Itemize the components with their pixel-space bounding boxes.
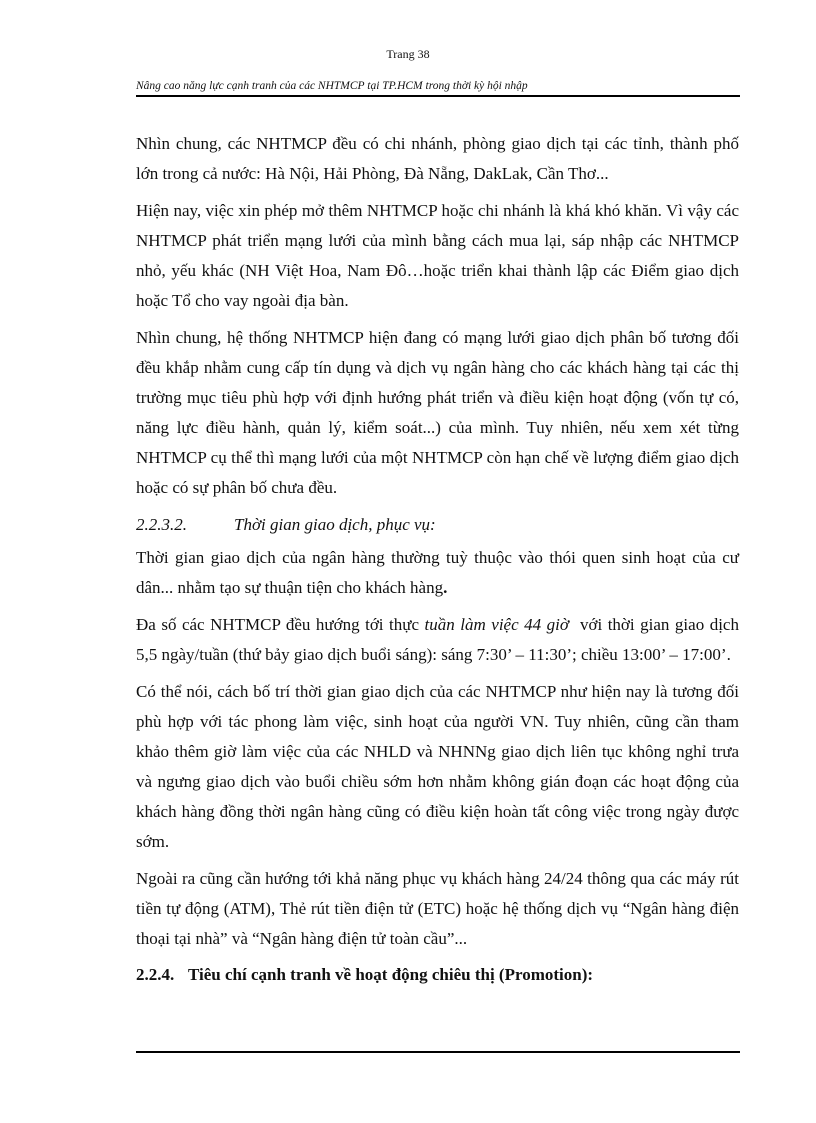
paragraph-end-mark: . [443,578,448,597]
paragraph-24-7-service: Ngoài ra cũng cần hướng tới khả năng phục vụ khách hàng 24/24 thông qua các máy rút tiền tự động (ATM), Thẻ rút tiền điện tử (ETC) hoặc hệ thống dịch vụ “Ngân hàng điện thoại tại nhà” và “Ngân hàng điện tử toàn cầu”... [136,869,739,948]
paragraph-schedule-suitability: Có thể nói, cách bố trí thời gian giao dịch của các NHTMCP như hiện nay là tương đối phù hợp với tác phong làm việc, sinh hoạt của người VN. Tuy nhiên, cũng cần tham khảo thêm giờ làm việc của các NHLD và NHNNg giao dịch liên tục không nghỉ trưa và ngưng giao dịch vào buổi chiều sớm hơn nhằm không gián đoạn các hoạt động của khách hàng đồng thời ngân hàng cũng có điều kiện hoàn tất công việc trong ngày được sớm. [136,682,739,851]
running-header-title: Nâng cao năng lực cạnh tranh của các NHTMCP tại TP.HCM trong thời kỳ hội nhập [136,80,528,92]
section-heading-promotion [136,960,739,990]
paragraph-branch-network: Nhìn chung, các NHTMCP đều có chi nhánh, phòng giao dịch tại các tỉnh, thành phố lớn trong cả nước: Hà Nội, Hải Phòng, Đà Nẵng, DakLak, Cần Thơ... [136,134,739,183]
paragraph-text-end: với thời gian giao dịch 5,5 ngày/tuần (thứ bảy giao dịch buổi sáng): sáng 7:30’ – 11:30’; chiều 13:00’ – 17:00’. [136,615,744,664]
paragraph-text-start: Đa số các NHTMCP đều hướng tới thực [136,615,425,634]
document-body [136,129,744,990]
subheading-number: 2.2.3.2. [136,515,187,534]
paragraph-text: Thời gian giao dịch của ngân hàng thường tuỳ thuộc vào thói quen sinh hoạt của cư dân... nhằm tạo sự thuận tiện cho khách hàng [136,548,739,597]
section-number: 2.2.4. [136,965,175,984]
paragraph-network-distribution: Nhìn chung, hệ thống NHTMCP hiện đang có mạng lưới giao dịch phân bố tương đối đều khắp nhằm cung cấp tín dụng và dịch vụ ngân hàng cho các khách hàng tại các thị trường mục tiêu phù hợp với định hướng phát triển và điều kiện hoạt động (vốn tự có, năng lực điều hành, quản lý, kiểm soát...) của mình. Tuy nhiên, nếu xem xét từng NHTMCP cụ thể thì mạng lưới của một NHTMCP còn hạn chế về lượng điểm giao dịch hoặc có sự phân bố chưa đều. [136,328,739,497]
paragraph-network-expansion: Hiện nay, việc xin phép mở thêm NHTMCP hoặc chi nhánh là khá khó khăn. Vì vậy các NHTMCP phát triển mạng lưới của mình bằng cách mua lại, sáp nhập các NHTMCP nhỏ, yếu khác (NH Việt Hoa, Nam Đô…hoặc triển khai thành lập các Điểm giao dịch hoặc Tổ cho vay ngoài địa bàn. [136,201,739,310]
emphasis-working-week: tuần làm việc 44 giờ [424,615,569,634]
footer-rule [136,1051,740,1053]
paragraph-transaction-habits [136,543,739,603]
page-number: Trang 38 [386,47,430,61]
subheading-transaction-time [136,510,739,540]
subheading-title: Thời gian giao dịch, phục vụ: [234,515,436,534]
section-title: Tiêu chí cạnh tranh về hoạt động chiêu thị (Promotion): [188,965,594,984]
paragraph-working-week [136,610,744,670]
header-rule [136,95,740,97]
